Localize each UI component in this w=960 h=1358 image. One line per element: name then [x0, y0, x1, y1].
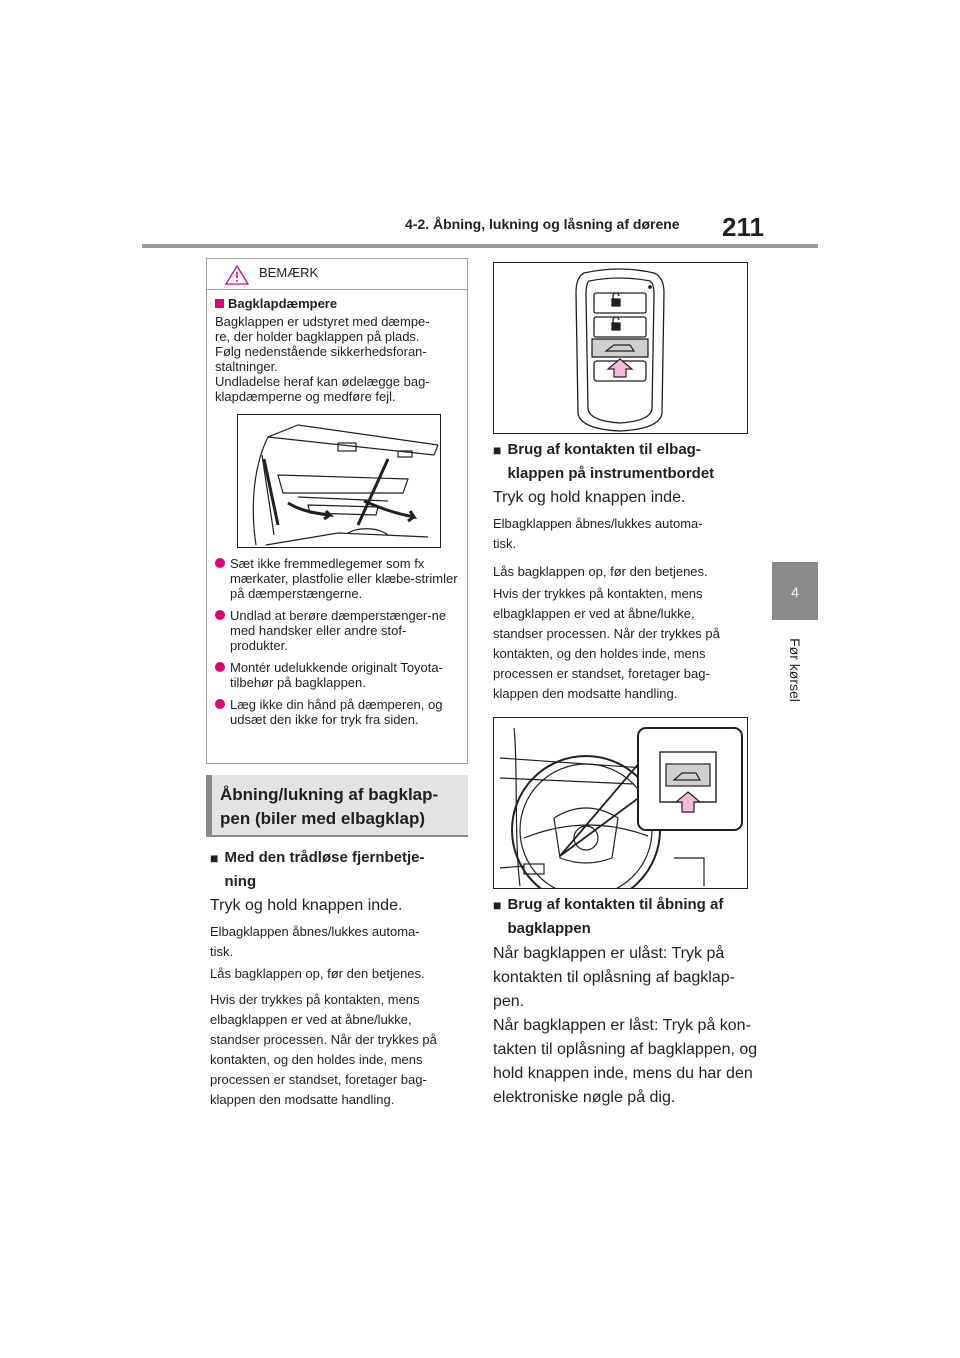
notice-heading-text: Bagklapdæmpere [228, 296, 338, 311]
warning-triangle-icon [225, 265, 249, 285]
tailgate-damper-illustration [237, 414, 441, 548]
right-paragraph-5: Når bagklappen er låst: Tryk på kon- takten til oplåsning af bagklappen, og hold knappen inde, mens du har den elektroniske nøgle på dig. [493, 1017, 758, 1106]
notice-heading [215, 296, 467, 311]
section-header: 4-2. Åbning, lukning og låsning af dørene [405, 216, 680, 232]
notice-bullets [215, 556, 461, 727]
right-paragraph-4: Når bagklappen er ulåst: Tryk på kontakten til oplåsning af bagklap- pen. [493, 945, 735, 1010]
square-bullet-icon: ■ [493, 442, 502, 458]
notice-bullet [215, 660, 461, 690]
key-fob-illustration [493, 262, 748, 434]
tailgate-damper-drawing [238, 415, 440, 547]
subheading-unlock-switch-text: Brug af kontakten til åbning af bagklappen [507, 896, 724, 937]
right-lead: Tryk og hold knappen inde. [493, 489, 686, 506]
section-title-bar [206, 775, 468, 837]
notice-header [207, 259, 467, 290]
left-paragraph-2: Lås bagklappen op, før den betjenes. [210, 966, 425, 981]
notice-intro: Bagklappen er udstyret med dæmpe- re, der holder bagklappen på plads. Følg nedenstående sikkerhedsforan- staltninger. Undladelse heraf kan ødelægge bag- klapdæmperne og medføre fejl. [215, 314, 430, 404]
bullet-dot-icon [215, 610, 225, 620]
notice-bullet [215, 608, 461, 653]
right-paragraph-3: Hvis der trykkes på kontakten, mens elbagklappen er ved at åbne/lukke, standser processen. Når der trykkes på kontakten, og den holdes inde, mens processen er standset, foretager bag- klappen den modsatte handling. [493, 586, 720, 701]
chapter-tab: 4 [772, 562, 818, 620]
notice-box [206, 258, 468, 764]
left-paragraph-3: Hvis der trykkes på kontakten, mens elbagklappen er ved at åbne/lukke, standser processen. Når der trykkes på kontakten, og den holdes inde, mens processen er standset, foretager bag- klappen den modsatte handling. [210, 992, 437, 1107]
notice-bullet-text: Montér udelukkende originalt Toyota-tilbehør på bagklappen. [230, 660, 443, 690]
chapter-label [778, 628, 808, 718]
notice-bullet-text: Sæt ikke fremmedlegemer som fx mærkater, plastfolie eller klæbe-strimler på dæmperstængerne. [230, 556, 458, 601]
bullet-dot-icon [215, 558, 225, 568]
subheading-dashboard-switch-text: Brug af kontakten til elbag- klappen på instrumentbordet [507, 441, 715, 482]
left-paragraph-1: Elbagklappen åbnes/lukkes automa- tisk. [210, 924, 420, 959]
bullet-dot-icon [215, 699, 225, 709]
subheading-remote [210, 846, 470, 894]
header-rule [142, 244, 818, 248]
notice-bullet [215, 556, 461, 601]
dashboard-switch-drawing [494, 718, 747, 888]
subheading-remote-text: Med den trådløse fjernbetje- ning [224, 849, 425, 890]
notice-title: BEMÆRK [259, 265, 319, 280]
subheading-unlock-switch [493, 893, 763, 941]
square-bullet-icon: ■ [493, 897, 502, 913]
page-number: 211 [722, 212, 764, 242]
bullet-dot-icon [215, 662, 225, 672]
right-paragraph-2: Lås bagklappen op, før den betjenes. [493, 564, 708, 579]
square-bullet-icon [215, 299, 224, 308]
right-paragraph-1: Elbagklappen åbnes/lukkes automa- tisk. [493, 516, 703, 551]
notice-bullet [215, 697, 461, 727]
key-fob-drawing [494, 263, 747, 433]
left-lead: Tryk og hold knappen inde. [210, 897, 403, 914]
square-bullet-icon: ■ [210, 850, 219, 866]
subheading-dashboard-switch [493, 438, 763, 486]
notice-bullet-text: Læg ikke din hånd på dæmperen, og udsæt den ikke for tryk fra siden. [230, 697, 443, 727]
notice-bullet-text: Undlad at berøre dæmperstænger-ne med handsker eller andre stof-produkter. [230, 608, 447, 653]
chapter-label-text: Før kørsel [787, 638, 803, 702]
section-title: Åbning/lukning af bagklap- pen (biler med elbagklap) [220, 785, 439, 828]
dashboard-switch-illustration [493, 717, 748, 889]
